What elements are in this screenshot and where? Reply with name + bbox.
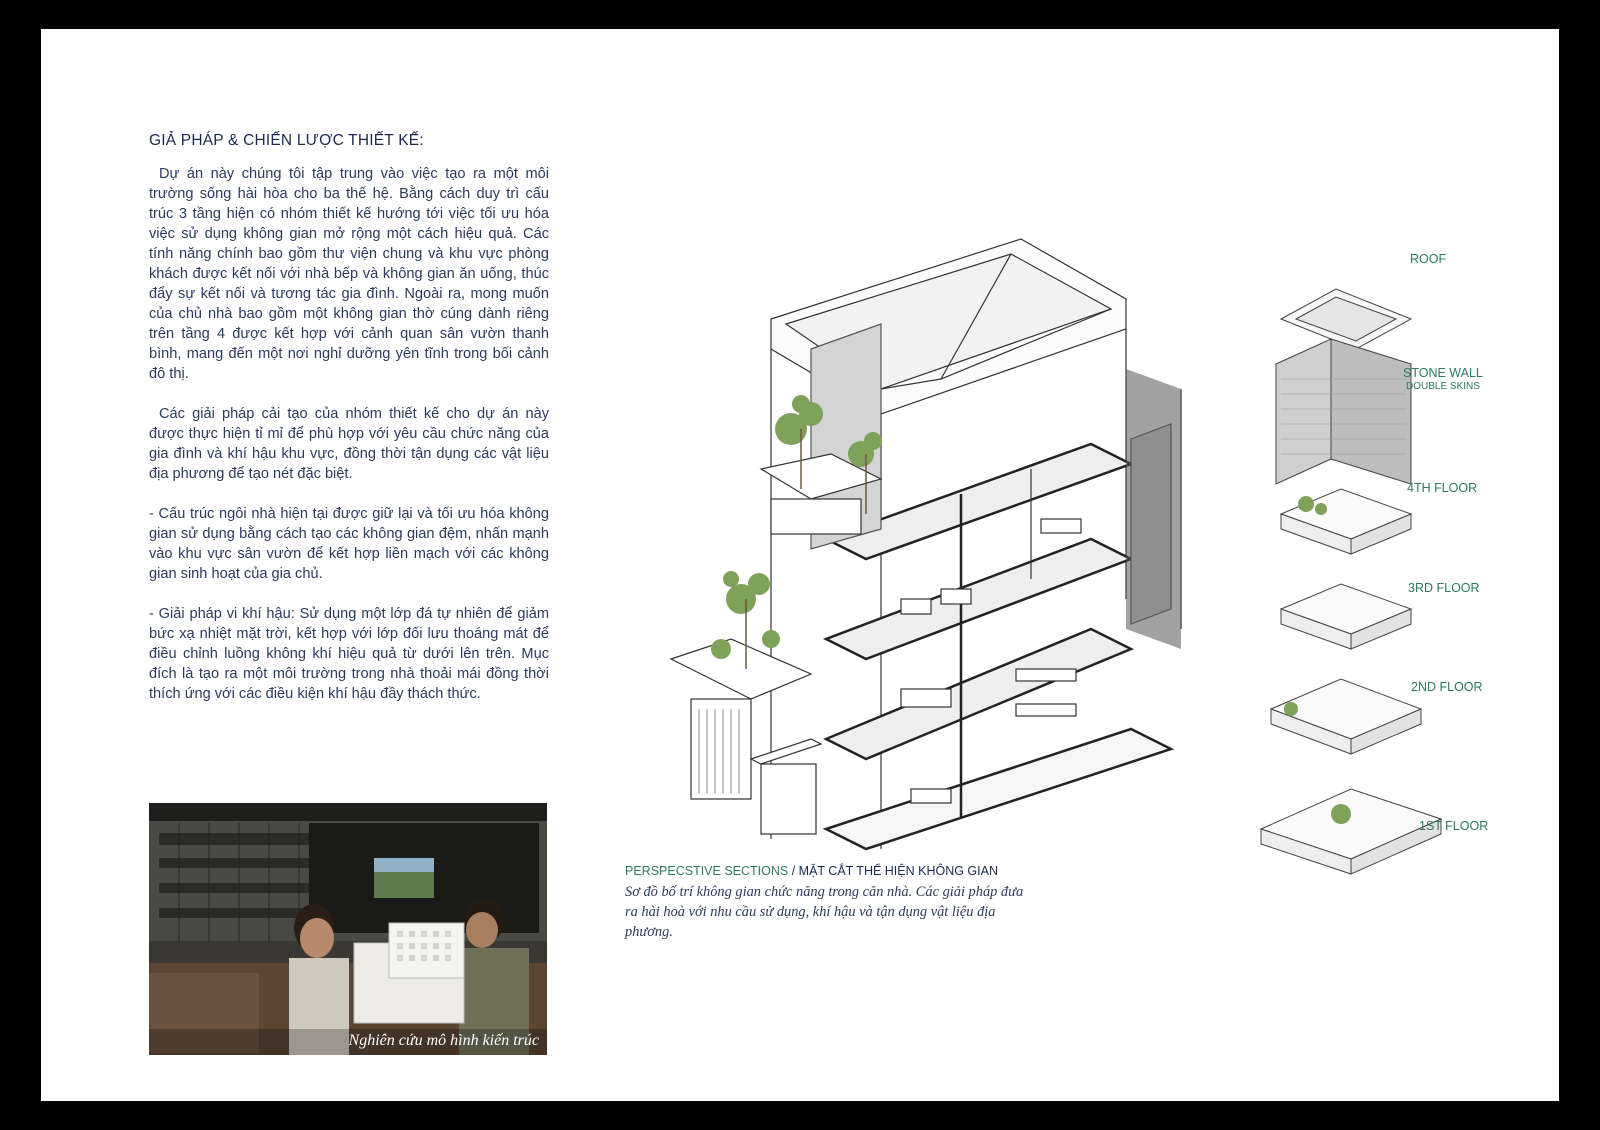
label-2nd-floor: 2ND FLOOR [1411, 680, 1483, 694]
exploded-axonometric [1251, 269, 1551, 889]
stone-wall-layer [1276, 339, 1331, 484]
perspective-section-diagram [611, 229, 1231, 889]
paragraph-structure: - Cấu trúc ngôi nhà hiện tại được giữ lại và tối ưu hóa không gian sử dụng bằng cách tạo các không gian đệm, nhấn mạnh vào khu vực sân vườn để kết hợp liền mạch với các không gian sinh hoạt của gia chủ. [149, 506, 549, 582]
section-heading: GIẢ PHÁP & CHIẾN LƯỢC THIẾT KẾ: [149, 132, 424, 149]
body-text [149, 164, 549, 724]
model-study-photo [149, 803, 547, 1055]
label-1st-floor: 1ST FLOOR [1419, 819, 1489, 833]
diagram-title-vi: MẶT CẮT THỂ HIỆN KHÔNG GIAN [798, 864, 998, 878]
label-roof: ROOF [1410, 252, 1447, 266]
paragraph-intro: Dự án này chúng tôi tập trung vào việc tạo ra một môi trường sống hài hòa cho ba thế hệ. Bằng cách duy trì cấu trúc 3 tầng hiện có nhóm thiết kế hướng tới việc tối ưu hóa việc sử dụng không gian mở rộng một cách hiệu quả. Các tính năng chính bao gồm thư viện chung và khu vực phòng khách được kết nối với nhà bếp và không gian ăn uống, thúc đẩy sự kết nối và tương tác gia đình. Ngoài ra, mong muốn của chủ nhà bao gồm một không gian thờ cúng dành riêng trên tầng 4 được kết hợp với cảnh quan sân vườn thanh bình, mang đến một nơi nghỉ dưỡng yên tĩnh trong bối cảnh đô thị. [149, 166, 549, 382]
label-4th-floor: 4TH FLOOR [1407, 481, 1478, 495]
paragraph-solutions: Các giải pháp cải tạo của nhóm thiết kế cho dự án này được thực hiện tỉ mỉ để phù hợp với yêu cầu chức năng của gia đình và khí hậu khu vực, đồng thời tận dụng các vật liệu địa phương để tạo nét đặc biệt. [149, 406, 549, 482]
photo-caption: Nghiên cứu mô hình kiến trúc [348, 1032, 539, 1049]
label-stone-wall: STONE WALL [1403, 366, 1483, 380]
diagram-title [625, 864, 998, 878]
label-3rd-floor: 3RD FLOOR [1408, 581, 1480, 595]
diagram-title-sep: / [788, 864, 799, 878]
diagram-caption: Sơ đồ bố trí không gian chức năng trong căn nhà. Các giải pháp đưa ra hài hoà với nhu cầu sử dụng, khí hậu và tận dụng vật liệu địa phương. [625, 884, 1024, 940]
photo-illustration [149, 803, 547, 1055]
label-stone-wall-sub: DOUBLE SKINS [1406, 381, 1480, 392]
diagram-title-en: PERSPECSTIVE SECTIONS [625, 864, 789, 878]
page-sheet [41, 29, 1559, 1101]
paragraph-microclimate: - Giải pháp vi khí hậu: Sử dụng một lớp đá tự nhiên để giảm bức xạ nhiệt mặt trời, kết hợp với lớp đối lưu thoáng mát để điều chỉnh luồng không khí hiệu quả từ dưới lên trên. Mục đích là tạo ra một môi trường trong nhà thoải mái đồng thời thích ứng với các điều kiện khí hậu đầy thách thức. [149, 606, 549, 702]
